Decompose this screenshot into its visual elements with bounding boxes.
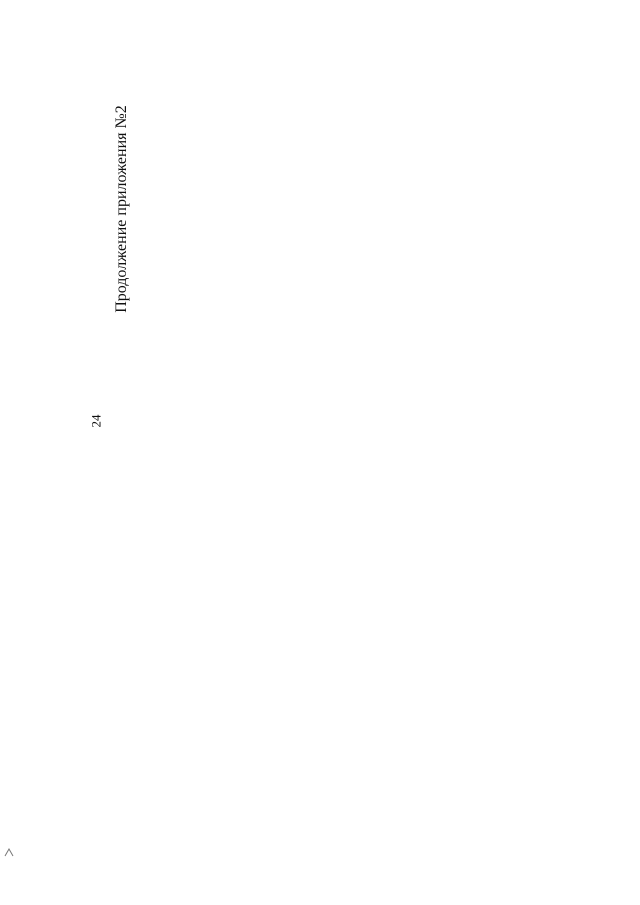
corner-mark-icon	[3, 846, 15, 858]
page-number: 24	[88, 414, 104, 428]
page-heading: Продолжение приложения №2	[113, 105, 130, 313]
